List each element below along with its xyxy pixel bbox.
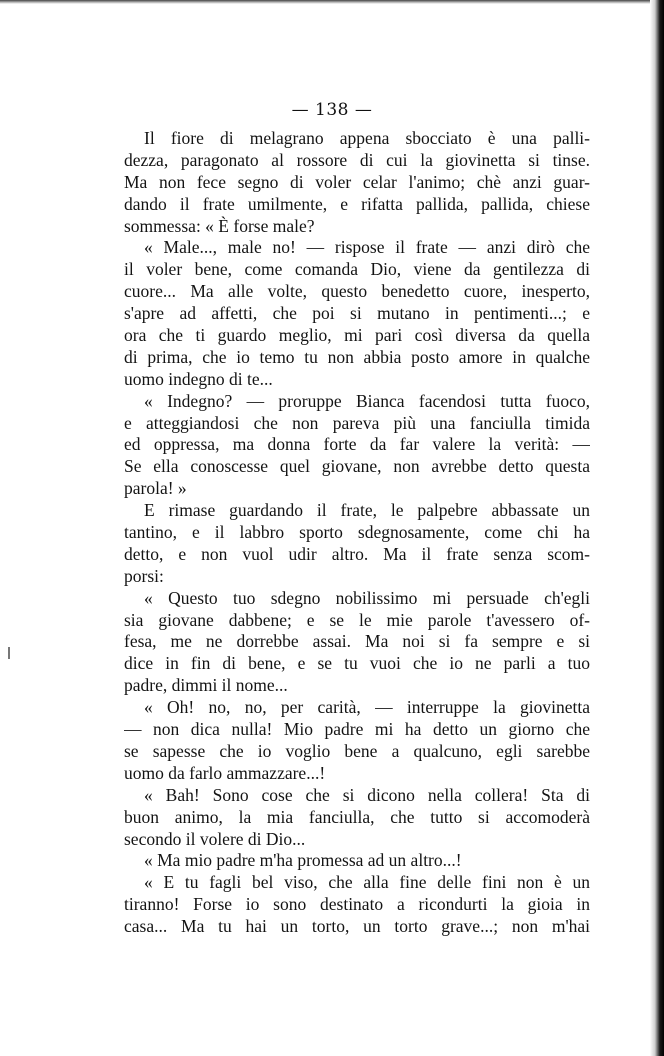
text-line: « Ma mio padre m'ha promessa ad un altro...! [144,850,462,871]
text-line: casa... Ma tu hai un torto, un torto grave...; non m'hai [124,916,590,937]
text-line: ora che ti guardo meglio, mi pari così diversa da quella [124,325,590,346]
text-line: porsi: [124,565,164,586]
text-line: — non dica nulla! Mio padre mi ha detto un giorno che [124,719,590,740]
text-line: uomo indegno di te... [124,368,273,389]
text-line: E rimase guardando il frate, le palpebre abbassate un [144,500,590,521]
text-line: dice in fin di bene, e se tu vuoi che io ne parli a tuo [124,653,590,674]
text-line: se sapesse che io voglio bene a qualcuno, egli sarebbe [124,740,590,761]
scan-mark [8,647,10,659]
text-line: parola! » [124,478,187,499]
text-line: sia giovane dabbene; e se le mie parole t'avessero of- [124,609,590,630]
page-top-edge [0,0,664,4]
text-line: il voler bene, come comanda Dio, viene da gentilezza di [124,259,590,280]
text-line: « E tu fagli bel viso, che alla fine delle fini non è un [144,872,590,893]
text-line: Il fiore di melagrano appena sbocciato è una palli- [144,128,590,148]
text-line: e atteggiandosi che non pareva più una fanciulla timida [124,412,590,433]
text-line: « Indegno? — proruppe Bianca facendosi tutta fuoco, [144,390,590,411]
text-line: ed oppressa, ma donna forte da far valere la verità: — [124,434,590,455]
text-line: fesa, me ne dorrebbe assai. Ma noi si fa sempre e si [124,631,590,652]
text-line: s'apre ad affetti, che poi si mutano in pentimenti...; e [124,303,590,324]
page-binding-shadow [650,0,664,1056]
text-line: di prima, che io temo tu non abbia posto amore in qualche [124,346,590,367]
text-line: detto, e non vuol udir altro. Ma il frate senza scom- [124,543,590,564]
text-line: cuore... Ma alle volte, questo benedetto cuore, inesperto, [124,281,590,302]
text-line: tiranno! Forse io sono destinato a ricondurti la gioia in [124,894,590,915]
text-line: uomo da farlo ammazzare...! [124,762,326,783]
text-line: buon animo, la mia fanciulla, che tutto si accomoderà [124,806,590,827]
text-line: « Male..., male no! — rispose il frate — anzi dirò che [144,237,590,258]
text-line: sommessa: « È forse male? [124,215,315,236]
page-number: — 138 — [291,100,373,120]
text-line: dezza, paragonato al rossore di cui la giovinetta si tinse. [124,149,590,170]
text-line: « Oh! no, no, per carità, — interruppe la giovinetta [144,697,590,718]
text-line: Se ella conoscesse quel giovane, non avrebbe detto questa [124,456,590,477]
text-line: Ma non fece segno di voler celar l'animo; chè anzi guar- [124,171,590,192]
text-line: dando il frate umilmente, e rifatta pallida, pallida, chiese [124,193,590,214]
text-line: « Questo tuo sdegno nobilissimo mi persuade ch'egli [144,587,590,608]
body-text [124,128,590,938]
text-line: secondo il volere di Dio... [124,828,306,849]
text-line: « Bah! Sono cose che si dicono nella collera! Sta di [144,784,590,805]
text-line: padre, dimmi il nome... [124,675,288,696]
text-line: tantino, e il labbro sporto sdegnosamente, come chi ha [124,522,590,543]
